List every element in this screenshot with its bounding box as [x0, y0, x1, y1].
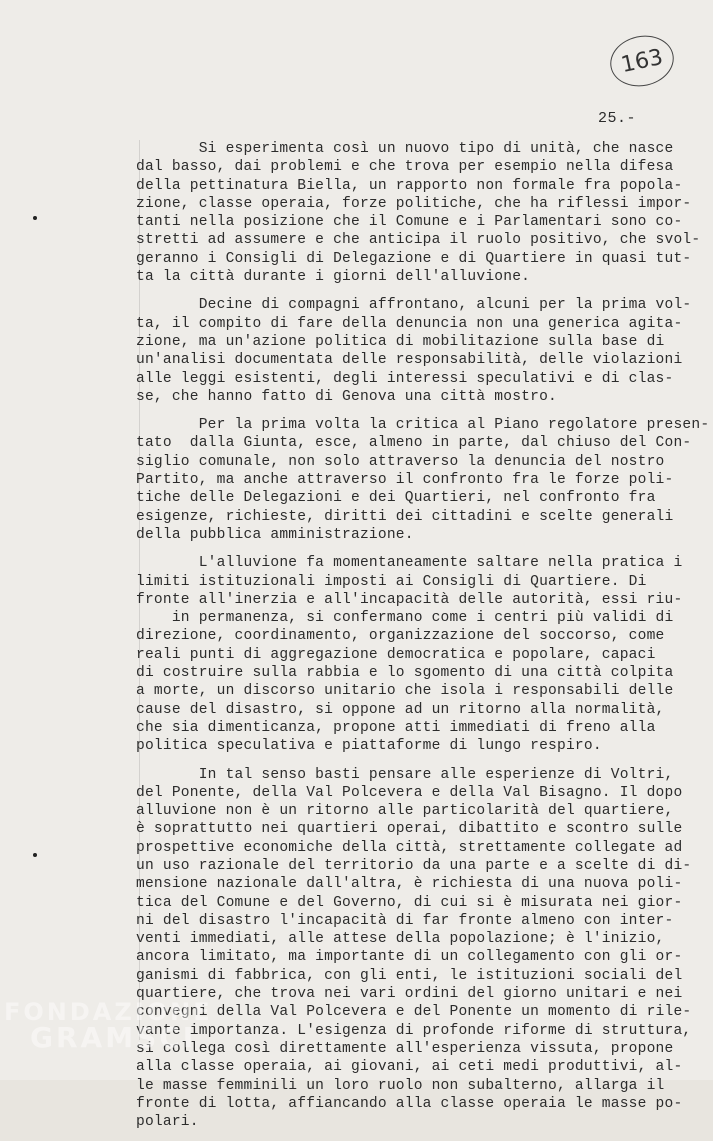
text-line: tanti nella posizione che il Comune e i Parlamentari sono co- [136, 214, 683, 231]
text-line: è soprattutto nei quartieri operai, dibattito e scontro sulle [136, 821, 683, 838]
text-line: alle leggi esistenti, degli interessi speculativi e di clas- [136, 370, 674, 387]
text-line: limiti istituzionali imposti ai Consigli di Quartiere. Di [136, 573, 647, 590]
text-line: mensione nazionale dall'altra, è richiesta di una nuova poli- [136, 876, 683, 893]
text-line: se, che hanno fatto di Genova una città mostro. [136, 388, 558, 405]
text-line: Decine di compagni affrontano, alcuni per la prima vol- [136, 297, 692, 314]
paragraph [136, 554, 683, 755]
text-line: stretti ad assumere e che anticipa il ruolo positivo, che svol- [136, 232, 701, 249]
paragraph [136, 296, 692, 406]
text-line: siglio comunale, non solo attraverso la denuncia del nostro [136, 453, 665, 470]
text-line: ganismi di fabbrica, con gli enti, le istituzioni sociali del [136, 967, 683, 984]
text-line: Si esperimenta così un nuovo tipo di unità, che nasce [136, 141, 674, 157]
text-line: tica del Comune e del Governo, di cui si è misurata nei gior- [136, 894, 683, 911]
folio-number: 163 [618, 44, 666, 78]
watermark-line-1: FONDAZIONE [4, 998, 213, 1026]
text-line: geranno i Consigli di Delegazione e di Quartiere in quasi tut- [136, 250, 692, 267]
archive-folio-stamp [606, 30, 679, 92]
text-line: politica speculativa e piattaforme di lungo respiro. [136, 738, 602, 755]
text-line: reali punti di aggregazione democratica e popolare, capaci [136, 646, 656, 663]
text-line: polari. [136, 1114, 199, 1131]
paragraph [136, 416, 710, 544]
text-line: ancora limitato, ma importante di un collegamento con gli or- [136, 949, 683, 966]
text-line: esigenze, richieste, diritti dei cittadini e scelte generali [136, 508, 674, 525]
text-line: alluvione non è un ritorno alle particolarità del quartiere, [136, 803, 674, 820]
text-line: Per la prima volta la critica al Piano regolatore presen- [136, 417, 710, 434]
text-line: le masse femminili un loro ruolo non subalterno, allarga il [136, 1077, 665, 1094]
text-line: un uso razionale del territorio da una parte e a scelte di di- [136, 857, 692, 874]
text-line: del Ponente, della Val Polcevera e della Val Bisagno. Il dopo [136, 784, 683, 801]
punch-mark [33, 216, 37, 220]
text-line: cause del disastro, si oppone ad un ritorno alla normalità, [136, 701, 665, 718]
text-line: L'alluvione fa momentaneamente saltare nella pratica i [136, 555, 683, 572]
page-number: 25.- [598, 110, 637, 127]
text-line: prospettive economiche della città, strettamente collegate ad [136, 839, 683, 856]
text-line: tiche delle Delegazioni e dei Quartieri, nel confronto fra [136, 490, 656, 507]
text-line: a morte, un discorso unitario che isola i responsabili delle [136, 683, 674, 700]
text-line: ni del disastro l'incapacità di far fronte almeno con inter- [136, 912, 674, 929]
text-line: zione, ma un'azione politica di mobilitazione sulla base di [136, 333, 665, 350]
text-line: Partito, ma anche attraverso il confronto fra le forze poli- [136, 472, 674, 489]
text-line: vante importanza. L'esigenza di profonde riforme di struttura, [136, 1022, 692, 1039]
text-line: della pettinatura Biella, un rapporto non formale fra popola- [136, 177, 683, 194]
text-line: convegni della Val Polcevera e del Ponente un momento di rile- [136, 1004, 692, 1021]
text-line: dal basso, dai problemi e che trova per esempio nella difesa [136, 159, 674, 176]
punch-mark [33, 853, 37, 857]
text-line: fronte all'inerzia e all'incapacità delle autorità, essi riu- [136, 591, 683, 608]
paragraph [136, 766, 692, 1132]
text-line: ta, il compito di fare della denuncia non una generica agita- [136, 315, 683, 332]
text-line: alla classe operaia, ai giovani, ai ceti medi produttivi, al- [136, 1059, 683, 1076]
text-line: tato dalla Giunta, esce, almeno in parte, dal chiuso del Con- [136, 435, 692, 452]
watermark-line-2: GRAMSCI [30, 1021, 197, 1054]
text-line: ta la città durante i giorni dell'alluvione. [136, 269, 531, 286]
text-line: di costruire sulla rabbia e lo sgomento di una città colpita [136, 665, 674, 682]
text-line: in permanenza, si confermano come i centri più validi di [136, 610, 674, 627]
text-line: che sia dimenticanza, propone atti immediati di freno alla [136, 719, 656, 736]
text-line: quartiere, che trova nei vari ordini del giorno unitari e nei [136, 986, 683, 1003]
body-text [136, 140, 710, 1141]
text-line: un'analisi documentata delle responsabilità, delle violazioni [136, 352, 683, 369]
text-line: della pubblica amministrazione. [136, 526, 414, 543]
paragraph [136, 140, 701, 286]
text-line: fronte di lotta, affiancando alla classe operaia le masse po- [136, 1095, 683, 1112]
text-line: venti immediati, alle attese della popolazione; è l'inizio, [136, 931, 665, 948]
text-line: zione, classe operaia, forze politiche, che ha riflessi impor- [136, 195, 692, 212]
archive-watermark [4, 1000, 213, 1052]
text-line: si collega così direttamente all'esperienza vissuta, propone [136, 1040, 674, 1057]
text-line: In tal senso basti pensare alle esperienze di Voltri, [136, 766, 674, 783]
text-line: direzione, coordinamento, organizzazione del soccorso, come [136, 628, 665, 645]
